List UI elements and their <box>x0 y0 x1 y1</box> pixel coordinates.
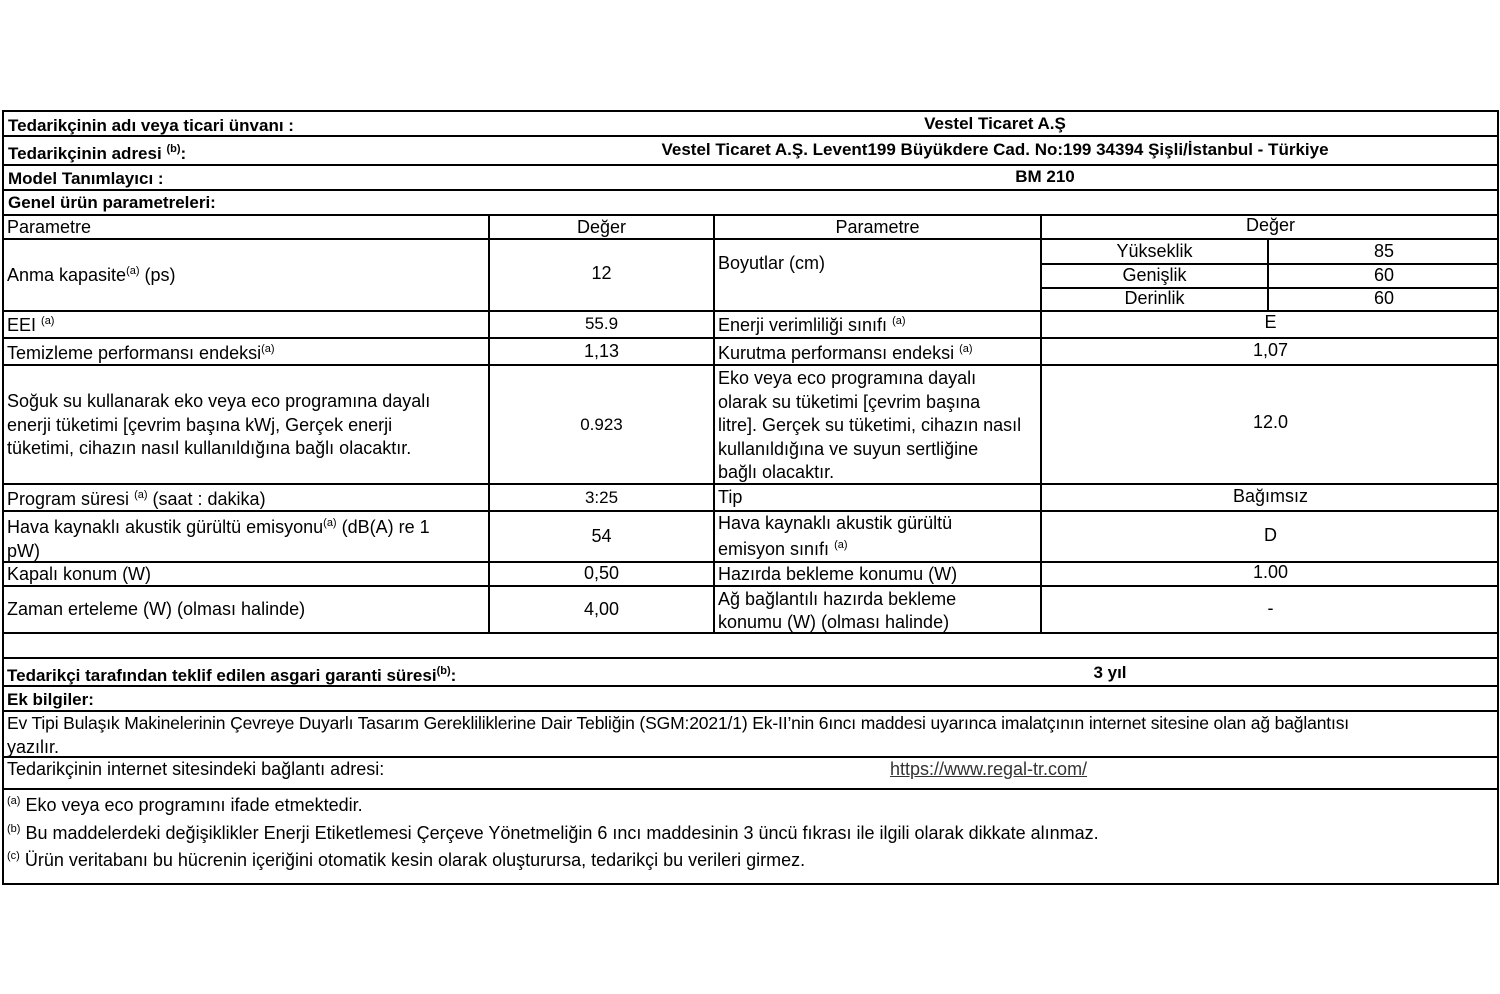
footnote-mark: (b) <box>436 665 451 677</box>
width-label: Genişlik <box>1122 265 1187 285</box>
footnote-a-text: Eko veya eco programını ifade etmektedir. <box>20 795 363 815</box>
water-consumption-value: 12.0 <box>1252 412 1289 432</box>
footnote-mark: (c) <box>7 850 20 862</box>
supplier-address-value: Vestel Ticaret A.Ş. Levent199 Büyükdere Cad. No:199 34394 Şişli/İstanbul - Türkiye <box>661 140 1329 159</box>
row-divider <box>2 788 1499 790</box>
supplier-address-label <box>8 142 186 165</box>
water-consumption-label-line2: olarak su tüketimi [çevrim başına <box>718 392 981 412</box>
row-divider <box>2 657 1499 659</box>
off-mode-label: Kapalı konum (W) <box>7 564 152 584</box>
standby-value: 1.00 <box>1252 562 1289 582</box>
water-consumption-label-line4: kullanıldığına ve suyun sertliğine <box>718 439 979 459</box>
energy-class-label <box>718 314 906 337</box>
param-header: Parametre <box>835 217 920 237</box>
model-label: Model Tanımlayıcı : <box>8 169 164 188</box>
supplier-name-label: Tedarikçinin adı veya ticari ünvanı : <box>8 116 294 135</box>
energy-consumption-value: 0.923 <box>580 415 623 434</box>
energy-class-label-text: Enerji verimliliği sınıfı <box>718 315 888 335</box>
additional-info-heading: Ek bilgiler: <box>7 690 94 709</box>
cleaning-label-text: Temizleme performansı endeksi <box>7 343 262 363</box>
eei-value: 55.9 <box>584 314 619 333</box>
noise-unit: (dB(A) re 1 <box>336 517 430 537</box>
networked-standby-label-line1: Ağ bağlantılı hazırda bekleme <box>718 589 957 609</box>
noise-label-line1 <box>7 516 430 539</box>
footnote-a <box>7 794 363 817</box>
footnote-mark: (a) <box>834 539 848 551</box>
guarantee-label-text: Tedarikçi tarafından teklif edilen asgari garanti süresi <box>7 666 437 685</box>
footnote-mark: (a) <box>323 517 337 529</box>
footnote-b <box>7 822 1099 845</box>
capacity-value: 12 <box>591 263 612 283</box>
footnote-b-text: Bu maddelerdeki değişiklikler Enerji Etiketlemesi Çerçeve Yönetmeliğin 6 ıncı maddesinin 3 üncü fıkrası ile ilgili olarak dikkate alınmaz. <box>20 823 1099 843</box>
eei-label <box>7 314 54 337</box>
noise-class-label-text: emisyon sınıfı <box>718 539 830 559</box>
eei-label-text: EEI <box>7 315 37 335</box>
drying-label-text: Kurutma performansı endeksi <box>718 343 955 363</box>
website-link[interactable]: https://www.regal-tr.com/ <box>890 759 1088 779</box>
delay-start-value: 4,00 <box>583 599 620 619</box>
capacity-label-text: Anma kapasite <box>7 265 127 285</box>
colon: : <box>180 144 187 163</box>
program-duration-value: 3:25 <box>584 488 619 507</box>
energy-class-value: E <box>1264 312 1277 332</box>
footnote-mark: (a) <box>892 315 906 327</box>
water-consumption-label-line3: litre]. Gerçek su tüketimi, cihazın nasıl <box>718 415 1022 435</box>
program-duration-label-text: Program süresi <box>7 489 130 509</box>
off-mode-value: 0,50 <box>583 563 620 583</box>
noise-class-value: D <box>1264 525 1277 545</box>
networked-standby-value: - <box>1267 598 1274 618</box>
footnote-mark: (a) <box>959 343 973 355</box>
noise-class-label-line2 <box>718 538 848 561</box>
depth-label: Derinlik <box>1124 288 1185 308</box>
type-label: Tip <box>718 487 743 507</box>
delay-start-label: Zaman erteleme (W) (olması halinde) <box>7 599 306 619</box>
footnote-mark: (a) <box>134 489 148 501</box>
column-divider <box>713 214 715 634</box>
noise-label-text: Hava kaynaklı akustik gürültü emisyonu <box>7 517 324 537</box>
row-divider <box>2 189 1499 191</box>
colon: : <box>450 666 457 685</box>
noise-class-label-line1: Hava kaynaklı akustik gürültü <box>718 513 953 533</box>
networked-standby-label-line2: konumu (W) (olması halinde) <box>718 612 950 632</box>
footnote-mark: (b) <box>166 143 181 155</box>
program-duration-unit: (saat : dakika) <box>147 489 266 509</box>
supplier-address-label-text: Tedarikçinin adresi <box>8 144 162 163</box>
height-label: Yükseklik <box>1116 241 1193 261</box>
noise-label-line2: pW) <box>7 541 40 561</box>
footnote-mark: (a) <box>261 343 275 355</box>
water-consumption-label-line1: Eko veya eco programına dayalı <box>718 368 977 388</box>
capacity-label <box>7 264 176 287</box>
energy-consumption-label-line1: Soğuk su kullanarak eko veya eco programına dayalı <box>7 391 431 411</box>
cleaning-index-value: 1,13 <box>583 341 620 361</box>
type-value: Bağımsız <box>1232 486 1309 506</box>
guarantee-value: 3 yıl <box>1093 663 1127 682</box>
standby-label: Hazırda bekleme konumu (W) <box>718 564 958 584</box>
website-link-label: Tedarikçinin internet sitesindeki bağlantı adresi: <box>7 759 385 779</box>
capacity-unit: (ps) <box>139 265 176 285</box>
footnote-c <box>7 849 805 872</box>
general-params-heading: Genel ürün parametreleri: <box>8 193 216 212</box>
drying-index-value: 1,07 <box>1252 340 1289 360</box>
depth-value: 60 <box>1373 288 1395 308</box>
additional-info-text-line1: Ev Tipi Bulaşık Makinelerinin Çevreye Duyarlı Tasarım Gerekliliklerine Dair Tebliğin (SGM:2021/1) Ek-II’nin 6ıncı maddesi uyarınca imalatçının internet sitesine olan ağ bağlantısı <box>7 713 1350 733</box>
dimensions-label: Boyutlar (cm) <box>718 253 826 273</box>
supplier-name-value: Vestel Ticaret A.Ş <box>924 114 1066 133</box>
noise-value: 54 <box>591 526 612 546</box>
energy-consumption-label-line3: tüketimi, cihazın nasıl kullanıldığına bağlı olacaktır. <box>7 438 412 458</box>
footnote-c-text: Ürün veritabanı bu hücrenin içeriğini otomatik kesin olarak oluşturursa, tedarikçi bu verileri girmez. <box>19 850 806 870</box>
water-consumption-label-line5: bağlı olacaktır. <box>718 462 835 482</box>
width-value: 60 <box>1373 265 1395 285</box>
energy-consumption-label-line2: enerji tüketimi [çevrim başına kWj, Gerçek enerji <box>7 415 393 435</box>
value-header: Değer <box>1245 215 1296 235</box>
value-header: Değer <box>576 217 627 237</box>
footnote-mark: (b) <box>7 823 21 835</box>
footnote-mark: (a) <box>126 265 140 277</box>
footnote-mark: (a) <box>7 795 21 807</box>
row-divider <box>2 164 1499 166</box>
footnote-mark: (a) <box>41 315 55 327</box>
program-duration-label <box>7 488 266 511</box>
param-header: Parametre <box>7 217 92 237</box>
model-value: BM 210 <box>1015 167 1075 186</box>
additional-info-text-line2: yazılır. <box>7 737 60 756</box>
cleaning-index-label <box>7 342 275 365</box>
drying-index-label <box>718 342 973 365</box>
guarantee-label <box>7 664 456 687</box>
height-value: 85 <box>1373 241 1395 261</box>
